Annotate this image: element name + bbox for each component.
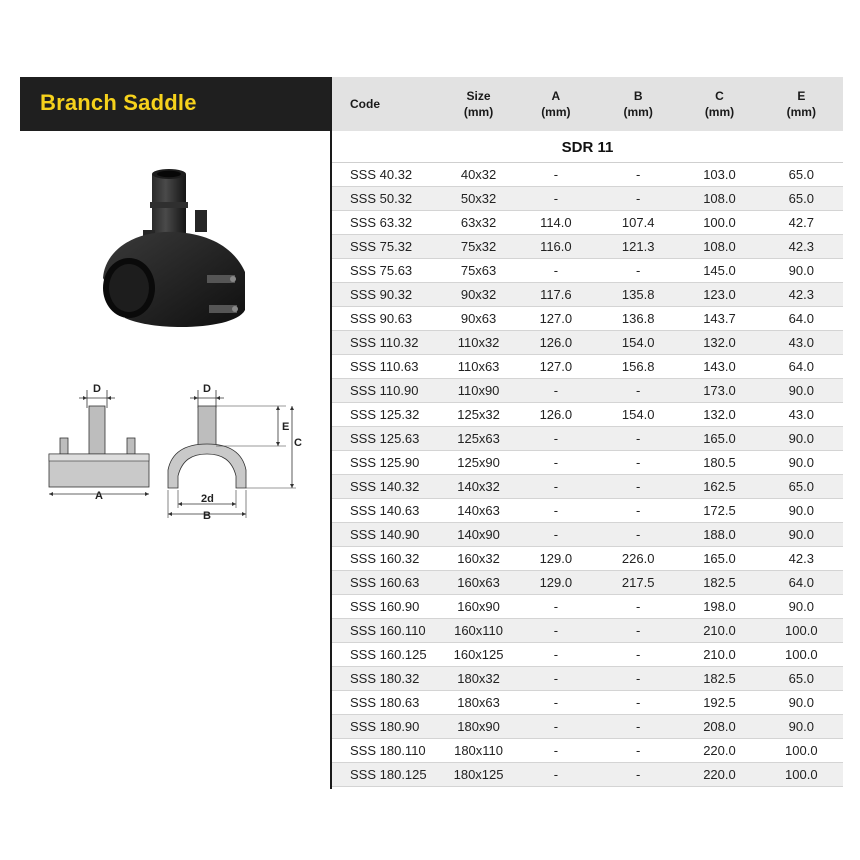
- cell-code: SSS 160.63: [332, 571, 442, 595]
- cell-e: 100.0: [760, 763, 843, 787]
- table-row: [332, 331, 843, 355]
- cell-a: 114.0: [515, 211, 597, 235]
- cell-size: 160x63: [442, 571, 514, 595]
- table-row: [332, 763, 843, 787]
- cell-c: 108.0: [679, 235, 759, 259]
- cell-code: SSS 110.90: [332, 379, 442, 403]
- cell-size: 110x90: [442, 379, 514, 403]
- cell-e: 43.0: [760, 331, 843, 355]
- header-code: [332, 77, 442, 132]
- table-row: [332, 163, 843, 187]
- cell-a: -: [515, 691, 597, 715]
- cell-a: 127.0: [515, 355, 597, 379]
- cell-e: 42.3: [760, 547, 843, 571]
- cell-code: SSS 160.90: [332, 595, 442, 619]
- cell-b: -: [597, 619, 679, 643]
- table-row: [332, 547, 843, 571]
- cell-c: 143.0: [679, 355, 759, 379]
- title-bar: [20, 77, 330, 131]
- cell-b: -: [597, 763, 679, 787]
- cell-a: -: [515, 715, 597, 739]
- table-row: [332, 667, 843, 691]
- cell-c: 162.5: [679, 475, 759, 499]
- cell-c: 182.5: [679, 571, 759, 595]
- cell-code: SSS 180.63: [332, 691, 442, 715]
- cell-b: -: [597, 667, 679, 691]
- cell-e: 100.0: [760, 619, 843, 643]
- cell-code: SSS 110.63: [332, 355, 442, 379]
- cell-code: SSS 75.32: [332, 235, 442, 259]
- cell-e: 90.0: [760, 379, 843, 403]
- cell-a: -: [515, 763, 597, 787]
- cell-c: 182.5: [679, 667, 759, 691]
- cell-code: SSS 180.90: [332, 715, 442, 739]
- side-view-diagram: [158, 378, 303, 520]
- cell-c: 180.5: [679, 451, 759, 475]
- dim-d-label-right: D: [203, 383, 211, 395]
- dim-c-label: C: [294, 437, 302, 449]
- header-c-label: C: [715, 89, 724, 103]
- cell-b: -: [597, 427, 679, 451]
- cell-e: 90.0: [760, 259, 843, 283]
- cell-code: SSS 140.63: [332, 499, 442, 523]
- cell-c: 132.0: [679, 331, 759, 355]
- cell-code: SSS 63.32: [332, 211, 442, 235]
- table-row: [332, 379, 843, 403]
- cell-b: -: [597, 259, 679, 283]
- cell-b: -: [597, 643, 679, 667]
- cell-c: 192.5: [679, 691, 759, 715]
- cell-size: 180x32: [442, 667, 514, 691]
- header-code-label: Code: [350, 97, 380, 111]
- cell-code: SSS 90.63: [332, 307, 442, 331]
- header-size-unit: (mm): [463, 105, 494, 119]
- dim-a-label: A: [95, 490, 103, 500]
- cell-c: 172.5: [679, 499, 759, 523]
- cell-size: 180x110: [442, 739, 514, 763]
- table-row: [332, 259, 843, 283]
- cell-a: -: [515, 451, 597, 475]
- cell-c: 145.0: [679, 259, 759, 283]
- cell-a: 117.6: [515, 283, 597, 307]
- table-row: [332, 355, 843, 379]
- cell-e: 90.0: [760, 595, 843, 619]
- cell-code: SSS 110.32: [332, 331, 442, 355]
- table-row: [332, 595, 843, 619]
- cell-e: 90.0: [760, 499, 843, 523]
- cell-size: 140x90: [442, 523, 514, 547]
- cell-code: SSS 40.32: [332, 163, 442, 187]
- cell-code: SSS 75.63: [332, 259, 442, 283]
- cell-c: 165.0: [679, 547, 759, 571]
- cell-e: 90.0: [760, 427, 843, 451]
- cell-c: 220.0: [679, 739, 759, 763]
- header-a-unit: (mm): [541, 105, 571, 119]
- cell-size: 140x63: [442, 499, 514, 523]
- cell-e: 64.0: [760, 571, 843, 595]
- cell-size: 50x32: [442, 187, 514, 211]
- cell-code: SSS 180.32: [332, 667, 442, 691]
- cell-size: 40x32: [442, 163, 514, 187]
- cell-b: 136.8: [597, 307, 679, 331]
- cell-b: -: [597, 715, 679, 739]
- cell-size: 140x32: [442, 475, 514, 499]
- cell-c: 173.0: [679, 379, 759, 403]
- table-row: [332, 571, 843, 595]
- header-b-label: B: [633, 89, 643, 103]
- cell-e: 100.0: [760, 643, 843, 667]
- cell-b: -: [597, 187, 679, 211]
- cell-c: 108.0: [679, 187, 759, 211]
- table-row: [332, 211, 843, 235]
- table-row: [332, 187, 843, 211]
- cell-size: 160x110: [442, 619, 514, 643]
- cell-e: 90.0: [760, 691, 843, 715]
- cell-e: 42.3: [760, 235, 843, 259]
- cell-size: 160x125: [442, 643, 514, 667]
- header-b-unit: (mm): [623, 105, 653, 119]
- cell-code: SSS 125.32: [332, 403, 442, 427]
- cell-size: 180x63: [442, 691, 514, 715]
- cell-e: 90.0: [760, 715, 843, 739]
- cell-e: 65.0: [760, 475, 843, 499]
- cell-e: 100.0: [760, 739, 843, 763]
- cell-size: 110x63: [442, 355, 514, 379]
- cell-c: 103.0: [679, 163, 759, 187]
- cell-b: 121.3: [597, 235, 679, 259]
- table-row: [332, 475, 843, 499]
- cell-c: 210.0: [679, 643, 759, 667]
- cell-a: -: [515, 163, 597, 187]
- header-c: [679, 77, 759, 132]
- header-size-label: Size: [466, 89, 491, 103]
- cell-c: 188.0: [679, 523, 759, 547]
- cell-e: 42.7: [760, 211, 843, 235]
- section-label: SDR 11: [332, 132, 843, 163]
- cell-size: 75x63: [442, 259, 514, 283]
- cell-c: 143.7: [679, 307, 759, 331]
- cell-a: -: [515, 667, 597, 691]
- header-b: [597, 77, 679, 132]
- cell-e: 90.0: [760, 523, 843, 547]
- cell-b: -: [597, 739, 679, 763]
- specification-table: [332, 77, 843, 787]
- cell-b: 217.5: [597, 571, 679, 595]
- cell-c: 220.0: [679, 763, 759, 787]
- table-row: [332, 307, 843, 331]
- cell-size: 180x90: [442, 715, 514, 739]
- dim-d-label: D: [93, 383, 101, 395]
- cell-a: 126.0: [515, 331, 597, 355]
- cell-a: 129.0: [515, 571, 597, 595]
- cell-a: -: [515, 739, 597, 763]
- table-row: [332, 739, 843, 763]
- cell-c: 210.0: [679, 619, 759, 643]
- branch-saddle-photo: [95, 160, 255, 335]
- cell-b: -: [597, 475, 679, 499]
- cell-size: 110x32: [442, 331, 514, 355]
- table-row: [332, 451, 843, 475]
- table-row: [332, 427, 843, 451]
- table-row: [332, 643, 843, 667]
- cell-e: 64.0: [760, 355, 843, 379]
- cell-a: -: [515, 475, 597, 499]
- table-row: [332, 283, 843, 307]
- header-e-label: E: [797, 89, 806, 103]
- cell-a: -: [515, 379, 597, 403]
- header-a: [515, 77, 597, 132]
- cell-a: -: [515, 523, 597, 547]
- cell-size: 125x32: [442, 403, 514, 427]
- cell-e: 64.0: [760, 307, 843, 331]
- cell-code: SSS 140.32: [332, 475, 442, 499]
- cell-code: SSS 140.90: [332, 523, 442, 547]
- dim-b-label: B: [203, 510, 211, 520]
- cell-e: 65.0: [760, 163, 843, 187]
- cell-size: 125x63: [442, 427, 514, 451]
- table-row: [332, 691, 843, 715]
- cell-code: SSS 125.90: [332, 451, 442, 475]
- cell-code: SSS 50.32: [332, 187, 442, 211]
- cell-size: 90x63: [442, 307, 514, 331]
- cell-code: SSS 90.32: [332, 283, 442, 307]
- dim-2d-label: 2d: [201, 493, 214, 505]
- header-e: [760, 77, 843, 132]
- cell-code: SSS 160.110: [332, 619, 442, 643]
- cell-a: -: [515, 619, 597, 643]
- cell-b: -: [597, 499, 679, 523]
- cell-c: 165.0: [679, 427, 759, 451]
- table-row: [332, 523, 843, 547]
- cell-a: -: [515, 187, 597, 211]
- header-size: [442, 77, 514, 132]
- cell-e: 90.0: [760, 451, 843, 475]
- cell-size: 63x32: [442, 211, 514, 235]
- cell-a: -: [515, 259, 597, 283]
- cell-a: -: [515, 643, 597, 667]
- cell-b: -: [597, 523, 679, 547]
- cell-b: -: [597, 379, 679, 403]
- cell-e: 43.0: [760, 403, 843, 427]
- cell-c: 208.0: [679, 715, 759, 739]
- table-row: [332, 499, 843, 523]
- cell-e: 65.0: [760, 187, 843, 211]
- cell-a: 127.0: [515, 307, 597, 331]
- cell-b: 107.4: [597, 211, 679, 235]
- page-title: Branch Saddle: [40, 90, 197, 115]
- cell-code: SSS 160.125: [332, 643, 442, 667]
- cell-b: 156.8: [597, 355, 679, 379]
- table-row: [332, 619, 843, 643]
- cell-a: -: [515, 499, 597, 523]
- table-row: [332, 715, 843, 739]
- cell-b: -: [597, 691, 679, 715]
- dim-e-label: E: [282, 421, 290, 433]
- cell-code: SSS 125.63: [332, 427, 442, 451]
- cell-size: 180x125: [442, 763, 514, 787]
- header-a-label: A: [551, 89, 561, 103]
- cell-b: -: [597, 595, 679, 619]
- cell-a: 116.0: [515, 235, 597, 259]
- cell-e: 42.3: [760, 283, 843, 307]
- cell-c: 132.0: [679, 403, 759, 427]
- cell-b: 135.8: [597, 283, 679, 307]
- cell-b: -: [597, 163, 679, 187]
- cell-code: SSS 160.32: [332, 547, 442, 571]
- cell-b: 154.0: [597, 403, 679, 427]
- cell-code: SSS 180.110: [332, 739, 442, 763]
- cell-c: 123.0: [679, 283, 759, 307]
- cell-code: SSS 180.125: [332, 763, 442, 787]
- front-view-diagram: [45, 378, 155, 500]
- cell-a: -: [515, 595, 597, 619]
- header-c-unit: (mm): [704, 105, 735, 119]
- cell-b: 154.0: [597, 331, 679, 355]
- cell-a: 126.0: [515, 403, 597, 427]
- cell-size: 125x90: [442, 451, 514, 475]
- table-header-row: [332, 77, 843, 132]
- cell-size: 90x32: [442, 283, 514, 307]
- header-e-unit: (mm): [786, 105, 816, 119]
- table-row: [332, 235, 843, 259]
- cell-size: 75x32: [442, 235, 514, 259]
- cell-a: 129.0: [515, 547, 597, 571]
- cell-c: 100.0: [679, 211, 759, 235]
- cell-size: 160x32: [442, 547, 514, 571]
- cell-b: -: [597, 451, 679, 475]
- cell-b: 226.0: [597, 547, 679, 571]
- cell-c: 198.0: [679, 595, 759, 619]
- cell-e: 65.0: [760, 667, 843, 691]
- table-row: [332, 403, 843, 427]
- cell-a: -: [515, 427, 597, 451]
- section-row: [332, 132, 843, 163]
- cell-size: 160x90: [442, 595, 514, 619]
